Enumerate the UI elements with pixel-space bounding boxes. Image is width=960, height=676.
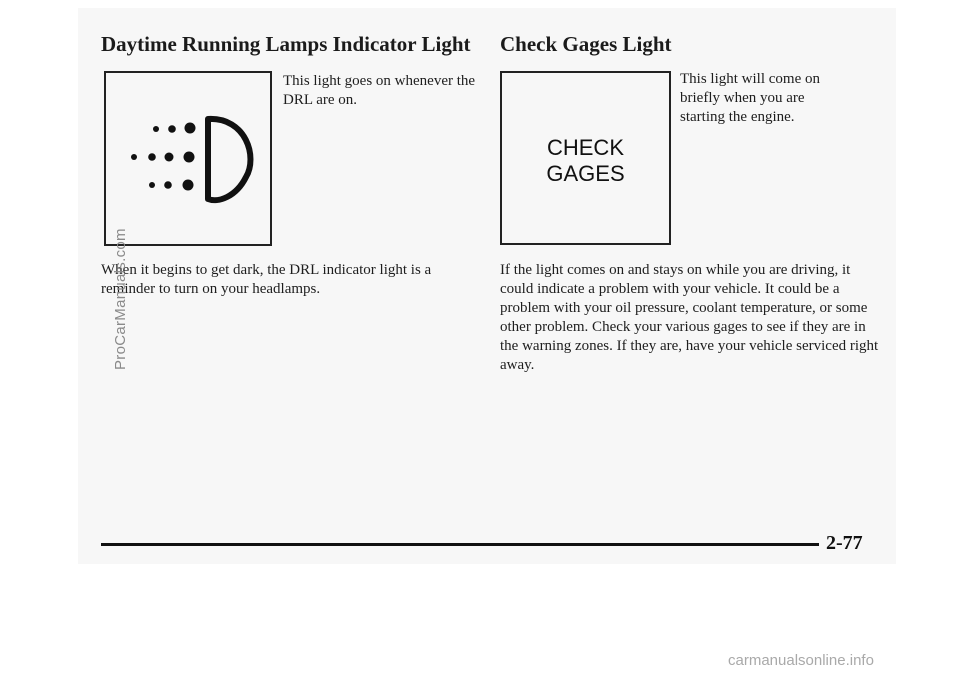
check-gages-line-1: CHECK (546, 135, 624, 160)
footer-rule (101, 543, 819, 546)
drl-side-text: This light goes on whenever the DRL are on. (283, 73, 476, 108)
footer-site-watermark: carmanualsonline.info (728, 652, 874, 669)
check-gages-label (502, 135, 669, 187)
side-watermark: ProCarManuals.com (112, 228, 129, 370)
drl-indicator-illustration (104, 71, 272, 246)
check-gages-heading: Check Gages Light (500, 32, 672, 56)
check-gages-line-2: GAGES (546, 161, 625, 186)
check-gages-side-text: This light will come on briefly when you are starting the engine. (680, 71, 820, 125)
drl-headlamp-icon (106, 73, 270, 244)
check-gages-illustration (500, 71, 671, 245)
drl-body-text: When it begins to get dark, the DRL indicator light is a reminder to turn on your headlamps. (101, 262, 432, 297)
page-number: 2-77 (826, 532, 863, 554)
check-gages-body-text: If the light comes on and stays on while you are driving, it could indicate a problem with your vehicle. It could be a problem with your oil pressure, coolant temperature, or some other problem. Check your various gages to see if they are in the warning zones. If they are, have your vehicle serviced right away. (500, 262, 879, 373)
drl-heading: Daytime Running Lamps Indicator Light (101, 32, 471, 56)
